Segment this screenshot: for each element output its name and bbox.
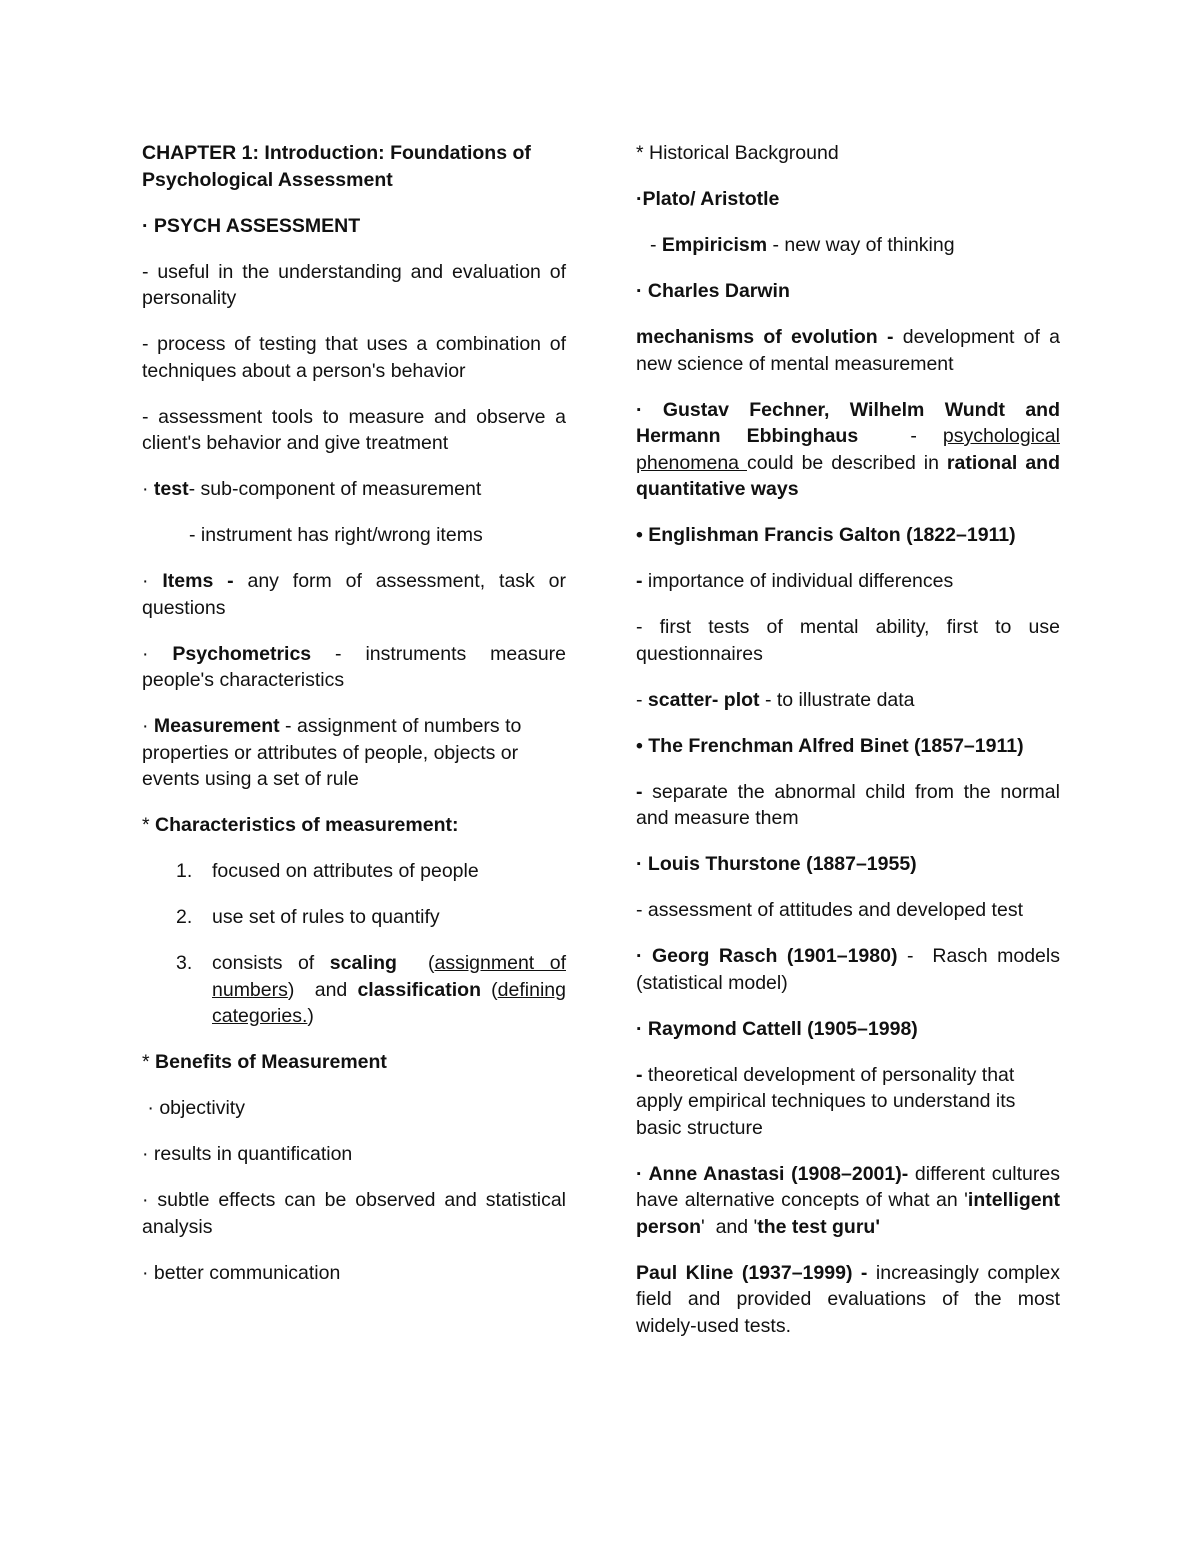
psych-assessment-item-3: - assessment tools to measure and observe a client's behavior and give treatment (142, 405, 566, 454)
test-definition: · test- sub-component of measurement (142, 478, 482, 500)
left-column (142, 140, 566, 1306)
historical-background-heading: * Historical Background (636, 142, 839, 164)
benefit-item: · objectivity (142, 1097, 245, 1119)
characteristics-heading: * Characteristics of measurement: (142, 814, 459, 836)
cattell-heading: · Raymond Cattell (1905–1998) (636, 1017, 918, 1040)
binet-item: - separate the abnormal child from the normal and measure them (636, 780, 1060, 829)
benefit-item: · results in quantification (142, 1143, 353, 1165)
psych-assessment-item-2: - process of testing that uses a combination of techniques about a person's behavior (142, 333, 566, 382)
fechner-wundt-ebbinghaus: · Gustav Fechner, Wilhelm Wundt and Hermann Ebbinghaus - psychological phenomena could be described in rational and quantitative ways (636, 398, 1060, 500)
binet-heading: • The Frenchman Alfred Binet (1857–1911) (636, 734, 1024, 757)
galton-item-1: - importance of individual differences (636, 570, 954, 592)
right-column (636, 140, 1066, 1359)
plato-aristotle: ·Plato/ Aristotle (636, 188, 780, 210)
cattell-item: - theoretical development of personality that apply empirical techniques to understand its basic structure (636, 1063, 1016, 1139)
benefit-item: · better communication (142, 1261, 341, 1284)
list-item: 3. consists of scaling (assignment of numbers) and classification (defining categories.) (176, 952, 566, 1027)
thurstone-item: - assessment of attitudes and developed test (636, 899, 1023, 921)
measurement-definition: · Measurement - assignment of numbers to properties or attributes of people, objects or events using a set of rule (142, 715, 522, 790)
test-sub-item: - instrument has right/wrong items (189, 524, 483, 546)
psych-assessment-item-1: - useful in the understanding and evaluation of personality (142, 260, 566, 309)
benefits-heading: * Benefits of Measurement (142, 1051, 387, 1073)
mechanisms-of-evolution: mechanisms of evolution - development of a new science of mental measurement (636, 326, 1060, 375)
charles-darwin: · Charles Darwin (636, 280, 790, 302)
chapter-title: CHAPTER 1: Introduction: Foundations of Psychological Assessment (142, 142, 531, 191)
rasch-item: · Georg Rasch (1901–1980) - Rasch models (statistical model) (636, 945, 1066, 994)
kline-item: Paul Kline (1937–1999) - increasingly complex field and provided evaluations of the most widely-used tests. (636, 1261, 1060, 1337)
benefit-item: · subtle effects can be observed and statistical analysis (142, 1189, 566, 1238)
items-definition: · Items - any form of assessment, task or questions (142, 570, 566, 619)
list-item: 2. use set of rules to quantify (176, 906, 440, 928)
galton-item-2: - first tests of mental ability, first to use questionnaires (636, 616, 1060, 665)
anastasi-item: · Anne Anastasi (1908–2001)- different cultures have alternative concepts of what an 'intelligent person' and 'the test guru' (636, 1162, 1060, 1238)
psychometrics-definition: · Psychometrics - instruments measure people's characteristics (142, 642, 566, 691)
list-item: 1. focused on attributes of people (176, 860, 479, 882)
empiricism-item: - Empiricism - new way of thinking (650, 234, 955, 256)
characteristics-list (142, 858, 566, 1030)
psych-assessment-heading: · PSYCH ASSESSMENT (142, 214, 361, 237)
thurstone-heading: · Louis Thurstone (1887–1955) (636, 853, 917, 875)
galton-scatter-plot: - scatter- plot - to illustrate data (636, 688, 915, 711)
galton-heading: • Englishman Francis Galton (1822–1911) (636, 524, 1016, 546)
